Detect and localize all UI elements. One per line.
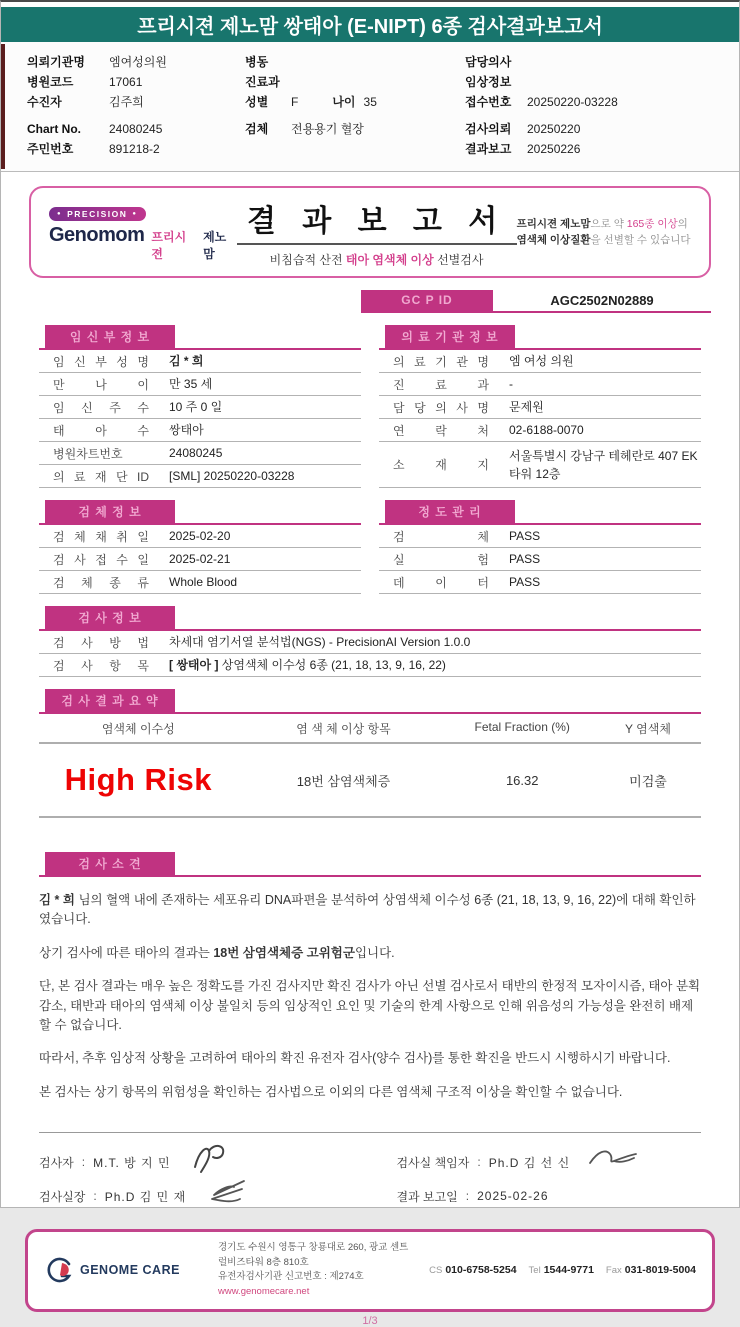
cs-number: 010-6758-5254 <box>445 1264 517 1277</box>
page-number: 1/3 <box>362 1314 378 1327</box>
section-badge: 검 사 소 견 <box>45 852 175 875</box>
title-underline <box>237 243 517 245</box>
row-label: 만 나 이 <box>53 377 149 392</box>
section-badge: 검 사 정 보 <box>45 606 175 629</box>
row-value: [SML] 20250220-03228 <box>169 469 295 483</box>
test-info-table <box>39 606 701 677</box>
table-row <box>39 548 361 571</box>
genomom-wordmark: Genomom <box>49 224 145 246</box>
gcp-id-bar <box>361 290 711 313</box>
row-label: 연 락 처 <box>393 423 489 438</box>
gcp-id-label: GC P ID <box>361 290 493 311</box>
result-report-subtitle <box>237 251 517 268</box>
summary-col-header: 염색체 이수성 <box>101 722 175 736</box>
patient-strip-col2 <box>245 52 465 159</box>
field-value: 20250220-03228 <box>527 95 618 109</box>
field-value: 김주희 <box>109 95 144 109</box>
colon: : <box>93 1189 97 1203</box>
row-label: 담 당 의 사 명 <box>393 400 489 415</box>
table-row <box>379 571 701 594</box>
table-row <box>39 442 361 465</box>
table-row <box>379 525 701 548</box>
table-row <box>379 373 701 396</box>
field-label: 나이 <box>332 95 356 109</box>
report-date-label: 결과 보고일 <box>396 1189 458 1204</box>
row-label: 실 험 <box>393 552 489 567</box>
findings-paragraph: 본 검사는 상기 항목의 위험성을 확인하는 검사법으로 이외의 다른 염색체 구조적 이상을 확인할 수 없습니다. <box>39 1084 623 1099</box>
field-label: 임상정보 <box>465 75 512 89</box>
brand-tagline <box>517 216 691 249</box>
subtitle-post: 선별검사 <box>433 253 484 267</box>
logo-sub-dark: 제노맘 <box>203 230 227 261</box>
findings-paragraph: 따라서, 추후 임상적 상황을 고려하여 태아의 확진 유전자 검사(양수 검사)를 통한 확진을 반드시 시행하시기 바랍니다. <box>39 1051 671 1066</box>
field-label: 진료과 <box>245 75 280 89</box>
row-value: Whole Blood <box>169 575 238 589</box>
row-label: 검 체 <box>393 529 489 544</box>
report-date-line <box>396 1179 701 1213</box>
field-value: 17061 <box>109 75 143 89</box>
table-row <box>39 396 361 419</box>
address-line1: 경기도 수원시 영통구 창룡대로 260, 광교 센트럴비즈타워 8층 810호 <box>218 1242 409 1268</box>
findings-paragraph <box>39 891 701 930</box>
field-label: 성별 <box>245 95 269 109</box>
cs-label: CS <box>429 1265 443 1277</box>
row-value: 2025-02-20 <box>169 529 231 543</box>
address-line2: 유전자검사기관 신고번호 : 제274호 <box>218 1271 364 1283</box>
table-row <box>39 465 361 488</box>
table-row <box>39 350 361 373</box>
examiner-signature-icon <box>185 1141 239 1175</box>
field-label: 의뢰기관명 <box>27 55 85 69</box>
row-label: 검 체 채 취 일 <box>53 529 149 544</box>
findings-paragraph: 단, 본 검사 결과는 매우 높은 정확도를 가진 검사지만 확진 검사가 아닌 선별 검사로서 태반의 한정적 모자이시즘, 태아 분획 감소, 태반과 태아의 염색체 이상 불일치 등의 임상적인 요인 및 기술의 한계 사항으로 인해 위음성의 가능성을 완전히 배제할 수 없습니다. <box>39 979 701 1032</box>
test-item-bold: [ 쌍태아 ] <box>169 658 219 672</box>
field-label: 검체 <box>245 122 269 136</box>
test-item-rest: 상염색체 이수성 6종 (21, 18, 13, 9, 16, 22) <box>218 658 446 672</box>
report-body <box>39 325 701 1102</box>
field-value: 24080245 <box>109 122 163 136</box>
row-value: 문제원 <box>509 400 544 414</box>
y-chromosome-value: 미검출 <box>629 773 667 789</box>
dot-icon: ● <box>57 211 63 217</box>
table-row <box>379 419 701 442</box>
row-label: 임 신 주 수 <box>53 400 149 415</box>
row-value: 만 35 세 <box>169 377 213 391</box>
row-value: 쌍태아 <box>169 423 204 437</box>
genomecare-logo-icon <box>44 1255 74 1285</box>
row-label: 검 사 항 목 <box>53 658 149 673</box>
colon: : <box>81 1155 86 1169</box>
abnormality-value: 18번 삼염색체증 <box>296 773 391 789</box>
signature-label: 검사자 <box>39 1155 74 1170</box>
row-value: 24080245 <box>169 446 223 460</box>
row-label: 임 신 부 성 명 <box>53 354 149 369</box>
row-value <box>159 654 446 676</box>
table-row <box>379 548 701 571</box>
tagline-end2: 을 선별할 수 있습니다 <box>590 234 691 246</box>
findings-section <box>39 852 701 1102</box>
lab-chief-signature-icon <box>584 1145 640 1171</box>
tagline-bold: 프리시젼 제노맘 <box>516 217 591 230</box>
row-value: 김 * 희 <box>169 354 204 368</box>
row-label: 의 료 기 관 명 <box>393 354 489 369</box>
report-title: 프리시젼 제노맘 쌍태아 (E-NIPT) 6종 검사결과보고서 <box>137 16 603 38</box>
summary-col-header: Y 염색체 <box>625 722 671 736</box>
signature-label: 검사실장 <box>39 1189 86 1204</box>
field-label: 접수번호 <box>465 95 512 109</box>
result-summary-table <box>39 689 701 818</box>
field-label: 주민번호 <box>27 142 74 156</box>
row-value: 엠 여성 의원 <box>509 354 574 368</box>
table-row <box>39 419 361 442</box>
patient-info-strip <box>1 42 739 172</box>
section-badge: 검 사 결 과 요 약 <box>45 689 175 712</box>
risk-status: High Risk <box>64 762 213 797</box>
row-label: 검 사 접 수 일 <box>53 552 149 567</box>
tel-number: 1544-9771 <box>543 1264 594 1277</box>
footer-address <box>218 1241 413 1300</box>
field-value: 엠여성의원 <box>109 55 167 69</box>
table-row <box>379 350 701 373</box>
section-badge: 임 신 부 정 보 <box>45 325 175 348</box>
precision-badge-label: PRECISION <box>67 209 128 219</box>
section-badge: 검 체 정 보 <box>45 500 175 523</box>
lab-head-signature-line <box>39 1179 396 1213</box>
field-label: 검사의뢰 <box>465 122 512 136</box>
field-label: Chart No. <box>27 122 81 136</box>
tel-label: Tel <box>528 1265 541 1277</box>
field-label: 병원코드 <box>27 75 74 89</box>
patient-strip-col1 <box>15 52 245 159</box>
colon: : <box>477 1155 481 1169</box>
field-label: 담당의사 <box>465 55 512 69</box>
row-value: - <box>509 377 513 391</box>
patient-name-bold: 김 * 희 <box>39 893 75 907</box>
field-value: 35 <box>363 95 377 109</box>
row-value: PASS <box>509 552 541 566</box>
signature-name: M.T. 방 지 민 <box>93 1155 171 1170</box>
summary-result-row <box>39 744 701 818</box>
result-report-title: 결 과 보 고 서 <box>246 205 507 238</box>
table-row <box>379 442 701 488</box>
tagline-bold2: 염색체 이상질환 <box>516 234 591 246</box>
precision-badge <box>49 207 146 221</box>
row-label: 소 재 지 <box>393 458 489 472</box>
genomecare-logo <box>44 1255 202 1285</box>
mother-info-table <box>39 325 361 488</box>
row-label: 진 료 과 <box>393 377 489 392</box>
row-label: 데 이 터 <box>393 575 489 590</box>
row-value: 서울특별시 강남구 테헤란로 407 EK타워 12층 <box>509 448 698 481</box>
field-label: 결과보고 <box>465 142 512 156</box>
field-value: 20250226 <box>527 142 581 156</box>
left-edge-strip <box>1 44 5 169</box>
row-value: PASS <box>509 575 541 589</box>
findings-text: 님의 혈액 내에 존재하는 세포유리 DNA파편을 분석하여 상염색체 이수성 6종 (21, 18, 13, 9, 16, 22)에 대해 확인하였습니다. <box>39 893 696 927</box>
fax-label: Fax <box>605 1265 622 1277</box>
signature-label: 검사실 책임자 <box>396 1155 470 1170</box>
patient-strip-col3 <box>465 52 725 159</box>
company-name: GENOME CARE <box>80 1263 180 1278</box>
examiner-signature-line <box>39 1145 396 1179</box>
lab-head-signature-icon <box>200 1175 254 1209</box>
table-row <box>39 654 701 677</box>
signature-name: Ph.D 김 민 재 <box>104 1189 187 1204</box>
table-row <box>39 525 361 548</box>
row-label: 태 아 수 <box>53 423 149 438</box>
report-card-center <box>237 196 517 268</box>
subtitle-highlight: 태아 염색체 이상 <box>345 253 434 267</box>
report-title-bar <box>1 7 739 42</box>
summary-header-row <box>39 714 701 744</box>
dot-icon: ● <box>132 211 138 217</box>
findings-paragraph <box>39 944 701 963</box>
gcp-id-value: AGC2502N02889 <box>550 293 654 308</box>
table-row <box>39 373 361 396</box>
row-label: 의 료 재 단 ID <box>53 469 149 484</box>
table-row <box>39 631 701 654</box>
website-link[interactable]: www.genomecare.net <box>218 1286 310 1298</box>
row-label: 병원차트번호 <box>53 446 123 461</box>
qc-table <box>379 500 701 594</box>
summary-col-header: 염 색 체 이상 항목 <box>296 722 391 736</box>
field-value: 20250220 <box>527 122 581 136</box>
row-value: PASS <box>509 529 541 543</box>
tagline-mid: 으로 약 <box>590 217 627 230</box>
signature-name: Ph.D 김 선 신 <box>488 1155 571 1170</box>
row-value: 2025-02-21 <box>169 552 231 566</box>
colon: : <box>465 1189 470 1203</box>
section-badge: 의 료 기 관 정 보 <box>385 325 515 348</box>
row-value: 10 주 0 일 <box>169 400 223 414</box>
result-bold: 18번 삼염색체증 고위험군 <box>213 945 355 960</box>
footer-company-bar <box>25 1229 715 1312</box>
subtitle-pre: 비침습적 산전 <box>269 253 346 267</box>
fetal-fraction-value: 16.32 <box>505 772 539 788</box>
report-date-value: 2025-02-26 <box>477 1189 549 1203</box>
fax-number: 031-8019-5004 <box>624 1264 696 1277</box>
field-value: 891218-2 <box>109 142 160 156</box>
field-value: 전용용기 혈장 <box>291 122 364 136</box>
genomom-logo <box>49 202 237 262</box>
brand-report-card <box>29 186 711 278</box>
field-value: F <box>291 95 299 109</box>
section-badge: 정 도 관 리 <box>385 500 515 523</box>
tagline-end1: 의 <box>677 217 688 230</box>
field-label: 수진자 <box>27 95 62 109</box>
specimen-info-table <box>39 500 361 594</box>
findings-text: 입니다. <box>354 945 395 960</box>
tagline-highlight: 165종 이상 <box>626 217 678 230</box>
table-row <box>379 396 701 419</box>
signature-section <box>39 1132 701 1213</box>
lab-chief-signature-line <box>396 1145 701 1179</box>
clinic-info-table <box>379 325 701 488</box>
row-value: 02-6188-0070 <box>509 423 584 437</box>
table-row <box>39 571 361 594</box>
row-label: 검 사 방 법 <box>53 635 149 650</box>
row-value: 차세대 염기서열 분석법(NGS) - PrecisionAI Version 1.0.0 <box>169 635 471 649</box>
logo-sub-pink: 프리시젼 <box>151 230 187 261</box>
field-label: 병동 <box>245 55 269 69</box>
footer-contacts <box>429 1264 696 1276</box>
row-label: 검 체 종 류 <box>53 575 149 590</box>
findings-text: 상기 검사에 따른 태아의 결과는 <box>39 945 214 960</box>
summary-col-header: Fetal Fraction (%) <box>474 720 570 734</box>
